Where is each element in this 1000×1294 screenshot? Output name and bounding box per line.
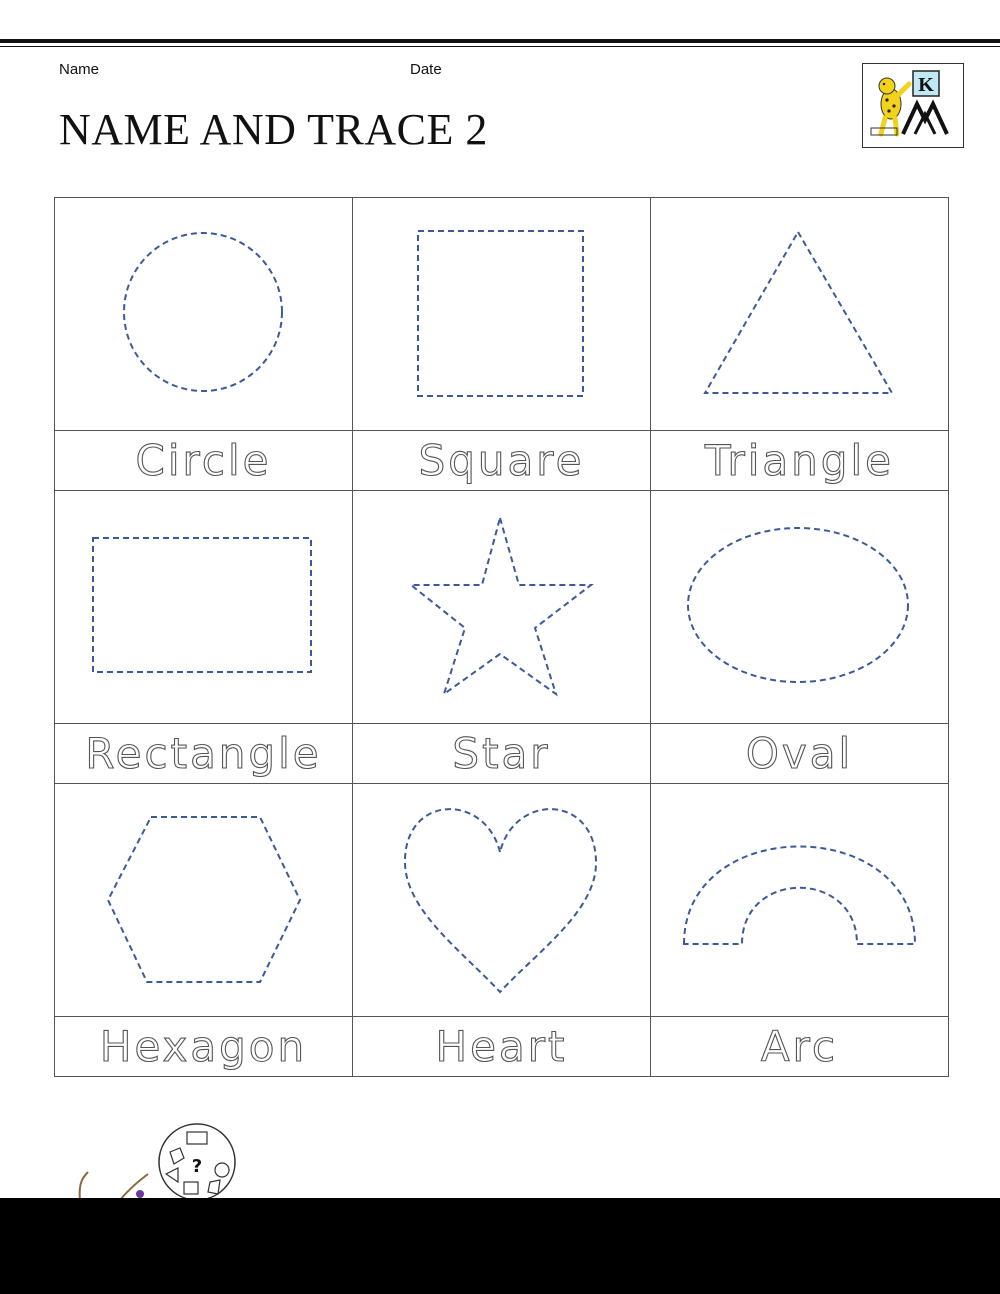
top-rule-thin: [0, 46, 1000, 47]
date-label: Date: [410, 61, 442, 78]
footer-illustration: [60, 1122, 260, 1207]
dashed-heart-icon: [353, 784, 650, 1015]
label-cell-arc: [651, 1016, 949, 1076]
label-cell-rectangle: [55, 723, 353, 783]
shape-cell-circle: [55, 198, 353, 431]
shape-cell-triangle: [651, 198, 949, 431]
label-cell-star: [353, 723, 651, 783]
shape-cell-arc: [651, 783, 949, 1016]
trace-word-arc: Arc: [760, 1021, 839, 1071]
trace-word-heart: Heart: [435, 1021, 568, 1071]
trace-word-rectangle: Rectangle: [85, 728, 322, 778]
label-cell-heart: [353, 1016, 651, 1076]
shapes-wheel-icon: [60, 1122, 260, 1202]
footer-band: [0, 1198, 1000, 1294]
name-label: Name: [59, 61, 100, 78]
shape-cell-heart: [353, 783, 651, 1016]
dashed-triangle-icon: [651, 198, 948, 429]
worksheet-title: NAME AND TRACE 2: [59, 105, 488, 154]
label-cell-circle: [55, 430, 353, 490]
dashed-oval-icon: [651, 491, 948, 722]
dashed-rectangle-icon: [55, 491, 352, 722]
leopard-logo-icon: [863, 64, 963, 147]
label-cell-square: [353, 430, 651, 490]
trace-word-star: Star: [452, 728, 551, 778]
shape-grid: [54, 197, 949, 1077]
site-logo: [862, 63, 964, 148]
logo-letter: K: [918, 74, 934, 96]
trace-word-circle: Circle: [135, 435, 272, 485]
shape-cell-rectangle: [55, 490, 353, 723]
trace-word-square: Square: [418, 435, 585, 485]
dashed-arc-icon: [651, 784, 948, 1015]
shape-cell-hexagon: [55, 783, 353, 1016]
shape-cell-star: [353, 490, 651, 723]
wheel-question-mark: ?: [191, 1156, 203, 1177]
trace-word-hexagon: Hexagon: [99, 1021, 308, 1071]
shape-cell-oval: [651, 490, 949, 723]
dashed-circle-icon: [55, 198, 352, 429]
top-rule-thick: [0, 39, 1000, 43]
label-cell-oval: [651, 723, 949, 783]
dashed-hexagon-icon: [55, 784, 352, 1015]
label-cell-hexagon: [55, 1016, 353, 1076]
dashed-square-icon: [353, 198, 650, 429]
trace-word-triangle: Triangle: [705, 435, 894, 485]
dashed-star-icon: [353, 491, 650, 722]
label-cell-triangle: [651, 430, 949, 490]
trace-word-oval: Oval: [745, 728, 854, 778]
shape-cell-square: [353, 198, 651, 431]
